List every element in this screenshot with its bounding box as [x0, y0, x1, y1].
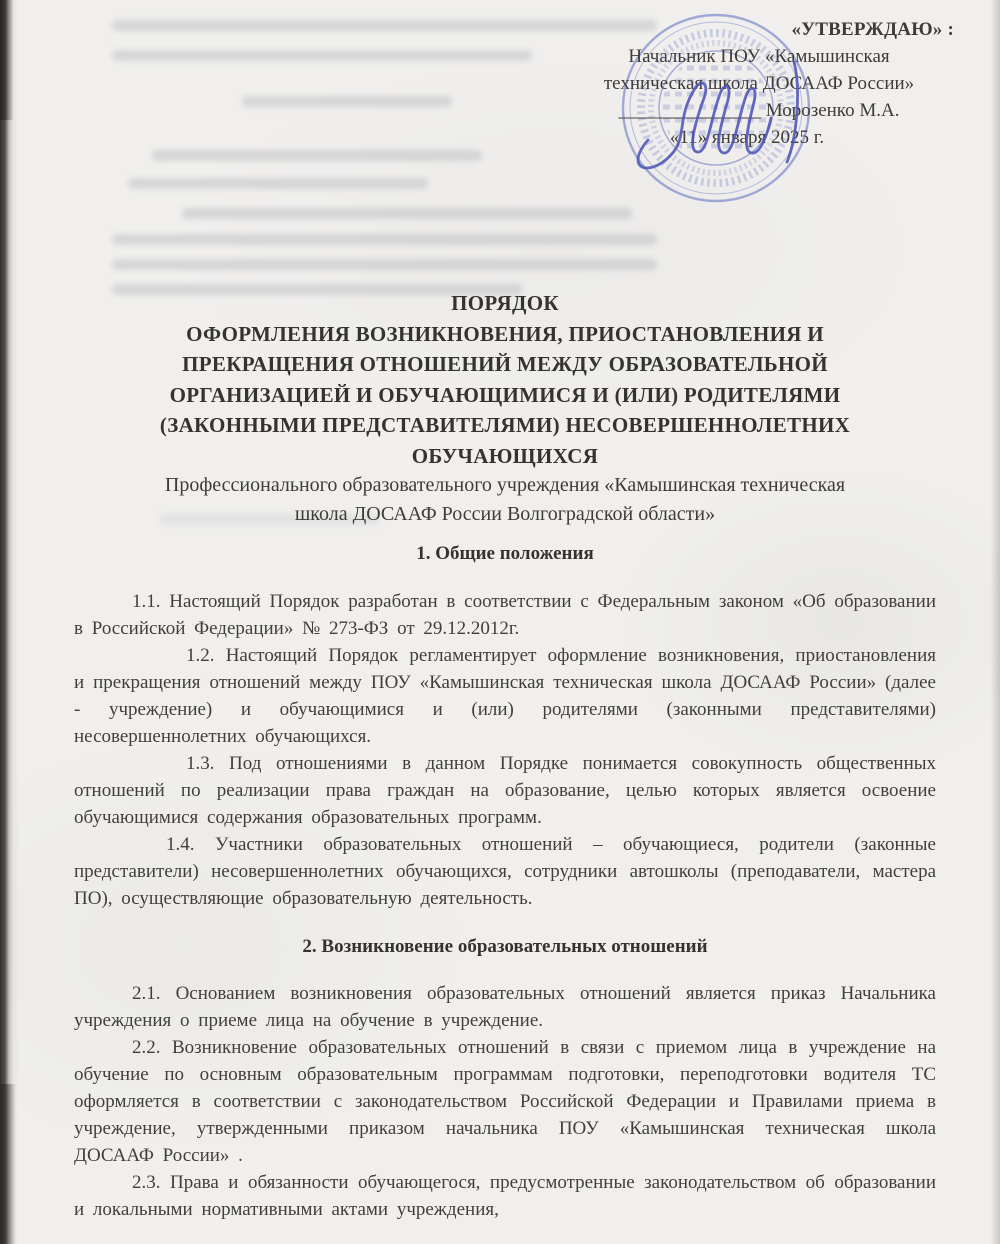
bleed-through-line: [128, 178, 428, 189]
document-title: [74, 288, 936, 471]
paragraph-2-3: 2.3. Права и обязанности обучающегося, предусмотренные законодательством об образовании и локальными нормативными актами учреждения,: [74, 1172, 936, 1220]
title-line: ОРГАНИЗАЦИЕЙ И ОБУЧАЮЩИМИСЯ И (ИЛИ) РОДИТЕЛЯМИ: [169, 382, 841, 407]
signature-scribble-icon: [618, 48, 858, 183]
paragraph-1-4: 1.4. Участники образовательных отношений – обучающиеся, родители (законные представители) несовершеннолетних обучающихся, сотрудники автошколы (преподаватели, мастера ПО), осуществляющие образовательную деятельность.: [74, 834, 936, 909]
scan-edge-left-bottom: [0, 1084, 16, 1244]
bleed-through-line: [182, 208, 632, 219]
bleed-through-line: [112, 50, 532, 61]
title-line: ПРЕКРАЩЕНИЯ ОТНОШЕНИЙ МЕЖДУ ОБРАЗОВАТЕЛЬНОЙ: [182, 352, 828, 376]
subtitle-line: школа ДОСААФ России Волгоградской области»: [294, 502, 716, 525]
section-heading-origination: 2. Возникновение образовательных отношений: [302, 936, 708, 957]
scan-edge-right: [990, 0, 1000, 1244]
approval-position-line-2: техническая школа ДОСААФ России»: [603, 73, 915, 94]
bleed-through-line: [152, 150, 482, 161]
bleed-through-line: [112, 234, 657, 245]
approval-date: «11» января 2025 г.: [669, 127, 825, 148]
subtitle-line: Профессионального образовательного учреждения «Камышинская техническая: [164, 474, 846, 496]
title-line: (ЗАКОННЫМИ ПРЕДСТАВИТЕЛЯМИ) НЕСОВЕРШЕННОЛЕТНИХ: [159, 413, 851, 437]
paragraph-2-1: 2.1. Основанием возникновения образовательных отношений является приказ Начальника учреждения о приеме лица на обучение в учреждение.: [74, 983, 936, 1031]
title-line: ОФОРМЛЕНИЯ ВОЗНИКНОВЕНИЯ, ПРИОСТАНОВЛЕНИЯ И: [186, 321, 824, 346]
bleed-through-line: [242, 96, 452, 107]
scan-edge-left: [0, 0, 20, 1244]
title-line: ПОРЯДОК: [451, 291, 559, 315]
approval-title: «УТВЕРЖДАЮ» :: [791, 19, 954, 40]
scan-edge-left-top: [0, 0, 14, 120]
paragraph-2-2: 2.2. Возникновение образовательных отношений в связи с приемом лица в учреждение на обучение по основным образовательным программам подготовки, переподготовки водителя ТС оформляется в соответствии с законодательством Российской Федерации и Правилами приема в учреждение, утвержденными приказом начальника ПОУ «Камышинская техническая школа ДОСААФ России» .: [74, 1037, 936, 1166]
paragraph-1-3: 1.3. Под отношениями в данном Порядке понимается совокупность общественных отношений по реализации права граждан на образование, целью которых является освоение обучающимися содержания образовательных программ.: [74, 753, 936, 828]
approval-position-line-1: Начальник ПОУ «Камышинская: [628, 46, 890, 67]
document-body: [74, 288, 936, 1223]
paragraph-1-1: 1.1. Настоящий Порядок разработан в соответствии с Федеральным законом «Об образовании в Российской Федерации» № 273-ФЗ от 29.12.2012г.: [74, 591, 936, 639]
section-heading-general: 1. Общие положения: [416, 543, 594, 564]
document-subtitle: [74, 472, 936, 528]
approval-signature-line: _______________ Морозенко М.А.: [618, 100, 900, 121]
paragraph-1-2: 1.2. Настоящий Порядок регламентирует оформление возникновения, приостановления и прекращения отношений между ПОУ «Камышинская техническая школа ДОСААФ России» (далее - учреждение) и обучающимися и (или) родителями (законными представителями) несовершеннолетних обучающихся.: [74, 645, 936, 747]
bleed-through-line: [112, 259, 657, 270]
title-line: ОБУЧАЮЩИХСЯ: [411, 443, 599, 468]
